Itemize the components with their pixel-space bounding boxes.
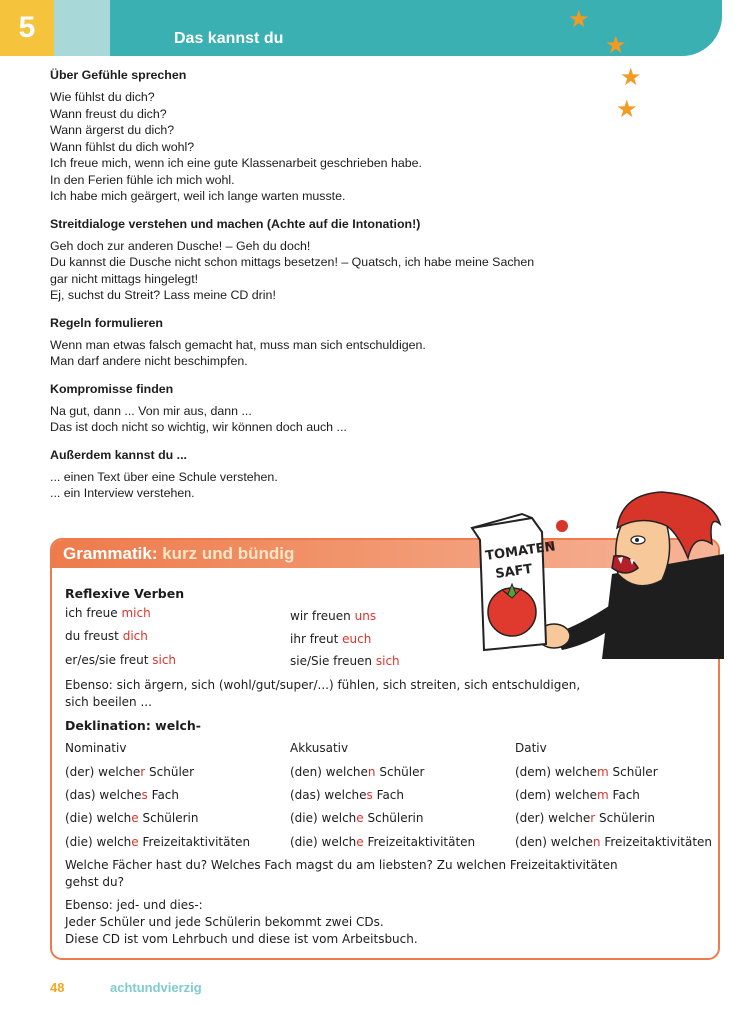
text-line: Du kannst die Dusche nicht schon mittags besetzen! – Quatsch, ich habe meine Sachen [50, 255, 535, 269]
noun: Schüler [149, 765, 195, 779]
ending: n [367, 765, 376, 779]
declension-form [65, 835, 250, 849]
reflexive-pronoun: uns [354, 609, 377, 623]
text-line: ... einen Text über eine Schule verstehen. [50, 469, 278, 484]
declension-form [290, 811, 424, 825]
text-line: gar nicht mittags hingelegt! [50, 271, 199, 286]
page-title: Das kannst du [174, 30, 284, 47]
grammar-title-label: Grammatik: [63, 544, 158, 563]
article: (das) [290, 788, 321, 802]
text-line: Wie fühlst du dich? [50, 90, 155, 104]
deklination-heading: Deklination: welch- [65, 718, 201, 733]
section-feelings [50, 64, 650, 205]
text-line: In den Ferien fühle ich mich wohl. [50, 172, 235, 187]
article: (der) [65, 765, 95, 779]
ending: n [592, 835, 601, 849]
ebenso-text: sich beeilen ... [65, 695, 152, 709]
verb-form: wir freuen [290, 609, 351, 623]
stem: welche [99, 788, 142, 802]
text-line: Geh doch zur anderen Dusche! – Geh du doch! [50, 238, 311, 253]
text-line: Ej, suchst du Streit? Lass meine CD drin! [50, 288, 276, 302]
ending: e [131, 835, 139, 849]
noun: Schülerin [599, 811, 656, 825]
page-number-word: achtundvierzig [110, 980, 202, 995]
section-heading: Regeln formulieren [50, 315, 163, 330]
stem: welch [96, 811, 132, 825]
reflexive-form [65, 653, 176, 667]
case-header: Akkusativ [290, 741, 349, 755]
section-dialogues [50, 217, 650, 304]
noun: Schüler [612, 765, 658, 779]
content-sections [50, 64, 650, 514]
declension-form [290, 835, 475, 849]
reflexive-pronoun: sich [375, 654, 400, 668]
stem: welch [321, 811, 357, 825]
stem: welche [554, 765, 598, 779]
ending: m [597, 788, 609, 802]
noun: Freizeitaktivitäten [142, 835, 251, 849]
declension-form [65, 811, 199, 825]
text-line: Wann freust du dich? [50, 106, 167, 121]
declension-form [515, 788, 640, 802]
text-line: Das ist doch nicht so wichtig, wir können doch auch ... [50, 420, 347, 434]
article: (die) [290, 811, 318, 825]
section-heading: Streitdialoge verstehen und machen (Achte auf die Intonation!) [50, 216, 421, 231]
section-heading: Kompromisse finden [50, 381, 174, 396]
ebenso-text: Diese CD ist vom Lehrbuch und diese ist vom Arbeitsbuch. [65, 932, 418, 946]
section-compromises [50, 382, 650, 436]
noun: Fach [612, 788, 640, 802]
article: (den) [515, 835, 547, 849]
article: (die) [65, 835, 93, 849]
reflexive-form [65, 606, 151, 620]
noun: Schüler [379, 765, 425, 779]
reflexive-pronoun: mich [121, 606, 151, 620]
noun: Freizeitaktivitäten [367, 835, 476, 849]
verb-form: sie/Sie freuen [290, 654, 373, 668]
chapter-number: 5 [0, 0, 54, 56]
star-icon: ★ [605, 32, 627, 59]
declension-form [515, 765, 658, 779]
reflexive-form [65, 629, 148, 643]
declension-form [65, 765, 194, 779]
article: (der) [515, 811, 545, 825]
declension-form [290, 765, 424, 779]
ebenso-text: Jeder Schüler und jede Schülerin bekommt zwei CDs. [65, 915, 384, 929]
star-icon: ★ [568, 6, 590, 33]
reflexive-pronoun: euch [342, 632, 372, 646]
ending: r [590, 811, 596, 825]
declension-form [65, 788, 179, 802]
ending: s [366, 788, 373, 802]
verb-form: ich freue [65, 606, 118, 620]
ending: e [131, 811, 139, 825]
stem: welche [550, 835, 593, 849]
stem: welch [96, 835, 132, 849]
star-icon: ★ [620, 64, 642, 91]
verb-form: ihr freut [290, 632, 339, 646]
grammar-title [63, 544, 294, 564]
section-heading: Außerdem kannst du ... [50, 447, 188, 462]
text-line: Ich habe mich geärgert, weil ich lange warten musste. [50, 189, 346, 203]
stem: welche [324, 788, 367, 802]
section-heading: Über Gefühle sprechen [50, 68, 187, 82]
stem: welche [98, 765, 141, 779]
text-line: Na gut, dann ... Von mir aus, dann ... [50, 403, 252, 418]
text-line: Wann fühlst du dich wohl? [50, 139, 195, 154]
article: (dem) [515, 788, 552, 802]
article: (den) [290, 765, 322, 779]
article: (dem) [515, 765, 552, 779]
stem: welche [325, 765, 368, 779]
reflexive-heading: Reflexive Verben [65, 586, 185, 601]
noun: Freizeitaktivitäten [604, 835, 713, 849]
declension-form [515, 835, 712, 849]
ending: s [141, 788, 148, 802]
reflexive-form [290, 632, 371, 646]
example-question: Welche Fächer hast du? Welches Fach magst du am liebsten? Zu welchen Freizeitaktivitäten [65, 858, 618, 872]
verb-form: du freust [65, 629, 119, 643]
ending: r [140, 765, 146, 779]
noun: Fach [151, 788, 179, 802]
noun: Schülerin [367, 811, 424, 825]
section-rules [50, 316, 650, 370]
stem: welche [548, 811, 591, 825]
stem: welch [321, 835, 357, 849]
page-number: 48 [50, 980, 65, 995]
article: (die) [65, 811, 93, 825]
reflexive-form [290, 654, 400, 668]
grammar-subtitle: kurz und bündig [162, 544, 295, 563]
ending: e [356, 811, 364, 825]
case-header: Dativ [515, 741, 547, 755]
text-line: Man darf andere nicht beschimpfen. [50, 354, 248, 368]
header-accent-strip [54, 0, 110, 56]
carton-label: TOMATEN [484, 539, 557, 564]
case-header: Nominativ [65, 741, 127, 755]
star-icon: ★ [616, 96, 638, 123]
text-line: Wenn man etwas falsch gemacht hat, muss man sich entschuldigen. [50, 337, 426, 352]
reflexive-form [290, 609, 376, 623]
reflexive-pronoun: dich [122, 629, 148, 643]
example-question: gehst du? [65, 875, 124, 889]
declension-form [290, 788, 404, 802]
verb-form: er/es/sie freut [65, 653, 149, 667]
text-line: ... ein Interview verstehen. [50, 486, 195, 500]
ending: m [597, 765, 609, 779]
vampire-tomato-juice-illustration [462, 484, 724, 664]
ebenso-text: Ebenso: sich ärgern, sich (wohl/gut/super/...) fühlen, sich streiten, sich entschuldigen, [65, 678, 581, 692]
noun: Schülerin [142, 811, 199, 825]
text-line: Wann ärgerst du dich? [50, 123, 175, 137]
stem: welche [554, 788, 598, 802]
article: (das) [65, 788, 96, 802]
declension-form [515, 811, 655, 825]
carton-label: SAFT [494, 561, 534, 582]
text-line: Ich freue mich, wenn ich eine gute Klassenarbeit geschrieben habe. [50, 156, 422, 170]
reflexive-pronoun: sich [152, 653, 177, 667]
ending: e [356, 835, 364, 849]
ebenso-text: Ebenso: jed- und dies-: [65, 898, 203, 912]
noun: Fach [376, 788, 404, 802]
article: (die) [290, 835, 318, 849]
